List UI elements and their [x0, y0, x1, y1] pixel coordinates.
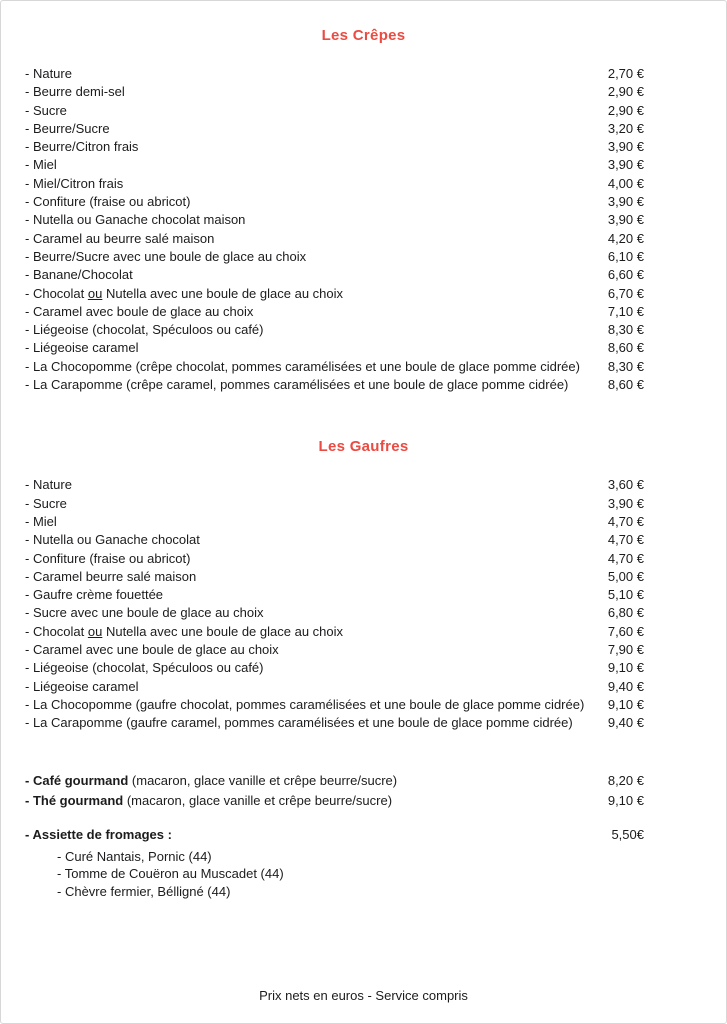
menu-item-row — [25, 604, 644, 622]
menu-item-row — [25, 659, 644, 677]
bullet-dash: - — [25, 550, 33, 566]
menu-item-price: 8,20 € — [607, 772, 644, 788]
bullet-dash: - — [25, 66, 33, 81]
menu-item-label: - Sucre avec une boule de glace au choix — [25, 605, 264, 621]
menu-item-row — [25, 321, 644, 339]
menu-item-label: - Nature — [25, 477, 72, 493]
menu-item-price: 3,90 € — [607, 157, 644, 173]
menu-item-row — [57, 848, 644, 866]
menu-item-row — [25, 623, 644, 641]
menu-item-row — [25, 285, 644, 303]
menu-item-row — [25, 586, 644, 604]
menu-item-row — [25, 138, 644, 156]
gourmand-list — [25, 771, 644, 811]
menu-item-price: 3,90 € — [607, 212, 644, 228]
menu-item-label: - La Chocopomme (crêpe chocolat, pommes caramélisées et une boule de glace pomme cidrée) — [25, 358, 580, 374]
menu-item-row — [25, 678, 644, 696]
section-title-crepes: Les Crêpes — [321, 27, 406, 44]
menu-item-row — [25, 568, 644, 586]
bullet-dash: - — [25, 175, 33, 191]
menu-item-label: - Sucre — [25, 495, 67, 511]
menu-item-label: - Curé Nantais, Pornic (44) — [57, 848, 212, 864]
bullet-dash: - — [25, 678, 33, 694]
menu-item-price: 6,80 € — [607, 605, 644, 621]
menu-item-row — [25, 303, 644, 321]
menu-item-row — [25, 266, 644, 284]
menu-item-label: - La Chocopomme (gaufre chocolat, pommes caramélisées et une boule de glace pomme cidrée) — [25, 696, 585, 712]
menu-item-row — [25, 83, 644, 101]
menu-item-row — [25, 230, 644, 248]
menu-item-price: 4,00 € — [607, 175, 644, 191]
menu-item-row — [25, 339, 644, 357]
cheese-header-row — [25, 826, 644, 844]
menu-item-row — [25, 495, 644, 513]
menu-item-label: - Banane/Chocolat — [25, 267, 133, 283]
menu-item-price: 9,10 € — [607, 792, 644, 808]
menu-item-label: - Thé gourmand (macaron, glace vanille et crêpe beurre/sucre) — [25, 792, 393, 808]
menu-item-price: 8,60 € — [607, 340, 644, 356]
menu-item-label: - Confiture (fraise ou abricot) — [25, 194, 191, 210]
menu-item-price: 5,00 € — [607, 568, 644, 584]
menu-item-label: - Confiture (fraise ou abricot) — [25, 550, 191, 566]
menu-item-price: 9,10 € — [607, 696, 644, 712]
menu-item-row — [25, 476, 644, 494]
menu-item-price: 3,60 € — [607, 477, 644, 493]
menu-item-row — [25, 248, 644, 266]
menu-item-price: 7,90 € — [607, 642, 644, 658]
bullet-dash: - — [25, 660, 33, 676]
menu-item-row — [25, 102, 644, 120]
menu-item-price: 2,70 € — [607, 66, 644, 81]
menu-item-row — [25, 376, 644, 394]
section-crepes — [25, 27, 644, 394]
bullet-dash: - — [25, 568, 33, 584]
menu-item-label: - Café gourmand (macaron, glace vanille et crêpe beurre/sucre) — [25, 772, 398, 788]
cheese-sub-list — [25, 848, 644, 901]
menu-item-price: 9,10 € — [607, 660, 644, 676]
bullet-dash: - — [57, 866, 65, 882]
menu-item-row — [25, 358, 644, 376]
menu-item-label: - Liégeoise (chocolat, Spéculoos ou café) — [25, 322, 264, 338]
menu-item-price: 4,20 € — [607, 230, 644, 246]
menu-item-price: 6,10 € — [607, 248, 644, 264]
bullet-dash: - — [25, 267, 33, 283]
gaufres-list — [25, 476, 644, 732]
crepes-list — [25, 65, 644, 394]
menu-item-row — [25, 65, 644, 83]
menu-item-price: 3,20 € — [607, 120, 644, 136]
menu-item-price: 3,90 € — [607, 194, 644, 210]
bullet-dash: - — [25, 139, 33, 155]
menu-item-label: - La Carapomme (gaufre caramel, pommes caramélisées et une boule de glace pomme cidrée) — [25, 715, 573, 731]
cheese-title-text: Assiette de fromages : — [32, 826, 172, 842]
menu-item-row — [25, 175, 644, 193]
menu-item-label: - Miel/Citron frais — [25, 175, 124, 191]
menu-item-price: 4,70 € — [607, 550, 644, 566]
bullet-dash: - — [25, 696, 33, 712]
section-title-gaufres: Les Gaufres — [318, 438, 409, 456]
menu-item-label: - Caramel avec une boule de glace au choix — [25, 642, 279, 658]
bullet-dash: - — [25, 715, 33, 731]
bullet-dash: - — [25, 303, 33, 319]
menu-item-price: 5,10 € — [607, 587, 644, 603]
menu-item-label: - Tomme de Couëron au Muscadet (44) — [57, 866, 284, 882]
menu-item-label: - Beurre demi-sel — [25, 84, 125, 100]
menu-item-label: - Beurre/Citron frais — [25, 139, 139, 155]
bullet-dash: - — [25, 285, 33, 301]
bullet-dash: - — [25, 772, 33, 788]
bullet-dash: - — [57, 848, 65, 864]
menu-item-price: 6,60 € — [607, 267, 644, 283]
menu-item-label: - Liégeoise caramel — [25, 340, 139, 356]
menu-item-label: - Nutella ou Ganache chocolat maison — [25, 212, 246, 228]
menu-item-label: - Caramel avec boule de glace au choix — [25, 303, 254, 319]
menu-item-price: 9,40 € — [607, 678, 644, 694]
menu-item-row — [25, 531, 644, 549]
bullet-dash: - — [25, 358, 33, 374]
cheese-title — [25, 826, 596, 844]
menu-item-label: - Miel — [25, 513, 57, 529]
menu-item-price: 9,40 € — [607, 715, 644, 731]
menu-item-label: - Chocolat ou Nutella avec une boule de glace au choix — [25, 623, 344, 639]
menu-item-row — [25, 156, 644, 174]
bullet-dash: - — [25, 377, 33, 393]
menu-item-label: - Liégeoise (chocolat, Spéculoos ou café) — [25, 660, 264, 676]
menu-item-price: 8,30 € — [607, 322, 644, 338]
menu-item-label: - La Carapomme (crêpe caramel, pommes caramélisées et une boule de glace pomme cidrée) — [25, 377, 569, 393]
bullet-dash: - — [25, 532, 33, 548]
menu-item-label: - Beurre/Sucre avec une boule de glace au choix — [25, 248, 307, 264]
bullet-dash: - — [25, 495, 33, 511]
menu-item-row — [25, 120, 644, 138]
menu-item-label: - Liégeoise caramel — [25, 678, 139, 694]
section-gaufres — [25, 438, 644, 732]
menu-item-label: - Miel — [25, 157, 57, 173]
menu-item-label: - Gaufre crème fouettée — [25, 587, 164, 603]
bullet-dash: - — [25, 587, 33, 603]
bullet-dash: - — [57, 883, 65, 899]
menu-item-price: 3,90 € — [607, 495, 644, 511]
menu-item-label: - Chocolat ou Nutella avec une boule de glace au choix — [25, 285, 344, 301]
menu-item-row — [25, 641, 644, 659]
menu-item-row — [25, 771, 644, 791]
bullet-dash: - — [25, 477, 33, 493]
menu-item-price: 8,60 € — [607, 377, 644, 393]
menu-item-label: - Sucre — [25, 102, 67, 118]
menu-item-label: - Beurre/Sucre — [25, 120, 110, 136]
bullet-dash: - — [25, 194, 33, 210]
bullet-dash: - — [25, 642, 33, 658]
bullet-dash: - — [25, 102, 33, 118]
bullet-dash: - — [25, 248, 33, 264]
menu-item-price: 7,60 € — [607, 623, 644, 639]
menu-item-label: - Caramel beurre salé maison — [25, 568, 197, 584]
menu-item-row — [25, 696, 644, 714]
bullet-dash: - — [25, 230, 33, 246]
menu-item-row — [57, 865, 644, 883]
cheese-price: 5,50€ — [611, 826, 644, 842]
menu-item-row — [25, 714, 644, 732]
menu-item-price: 4,70 € — [607, 532, 644, 548]
bullet-dash: - — [25, 120, 33, 136]
bullet-dash: - — [25, 605, 33, 621]
menu-item-price: 2,90 € — [607, 102, 644, 118]
menu-item-price: 2,90 € — [607, 84, 644, 100]
bullet-dash: - — [25, 513, 33, 529]
menu-item-price: 7,10 € — [607, 303, 644, 319]
menu-item-row — [25, 193, 644, 211]
bullet-dash: - — [25, 157, 33, 173]
menu-item-price: 4,70 € — [607, 513, 644, 529]
menu-item-label: - Chèvre fermier, Bélligné (44) — [57, 883, 231, 899]
menu-item-price: 6,70 € — [607, 285, 644, 301]
menu-item-price: 8,30 € — [607, 358, 644, 374]
menu-item-row — [25, 211, 644, 229]
bullet-dash: - — [25, 623, 33, 639]
bullet-dash: - — [25, 212, 33, 228]
menu-footer: Prix nets en euros - Service compris — [259, 988, 468, 1003]
menu-item-row — [25, 791, 644, 811]
menu-item-label: - Caramel au beurre salé maison — [25, 230, 215, 246]
menu-item-label: - Nutella ou Ganache chocolat — [25, 532, 200, 548]
menu-item-row — [25, 550, 644, 568]
menu-item-row — [57, 883, 644, 901]
bullet-dash: - — [25, 792, 33, 808]
cheese-bullet: - — [25, 826, 30, 842]
menu-item-price: 3,90 € — [607, 139, 644, 155]
bullet-dash: - — [25, 340, 33, 356]
menu-item-row — [25, 513, 644, 531]
bullet-dash: - — [25, 322, 33, 338]
menu-item-label: - Nature — [25, 66, 72, 81]
bullet-dash: - — [25, 84, 33, 100]
